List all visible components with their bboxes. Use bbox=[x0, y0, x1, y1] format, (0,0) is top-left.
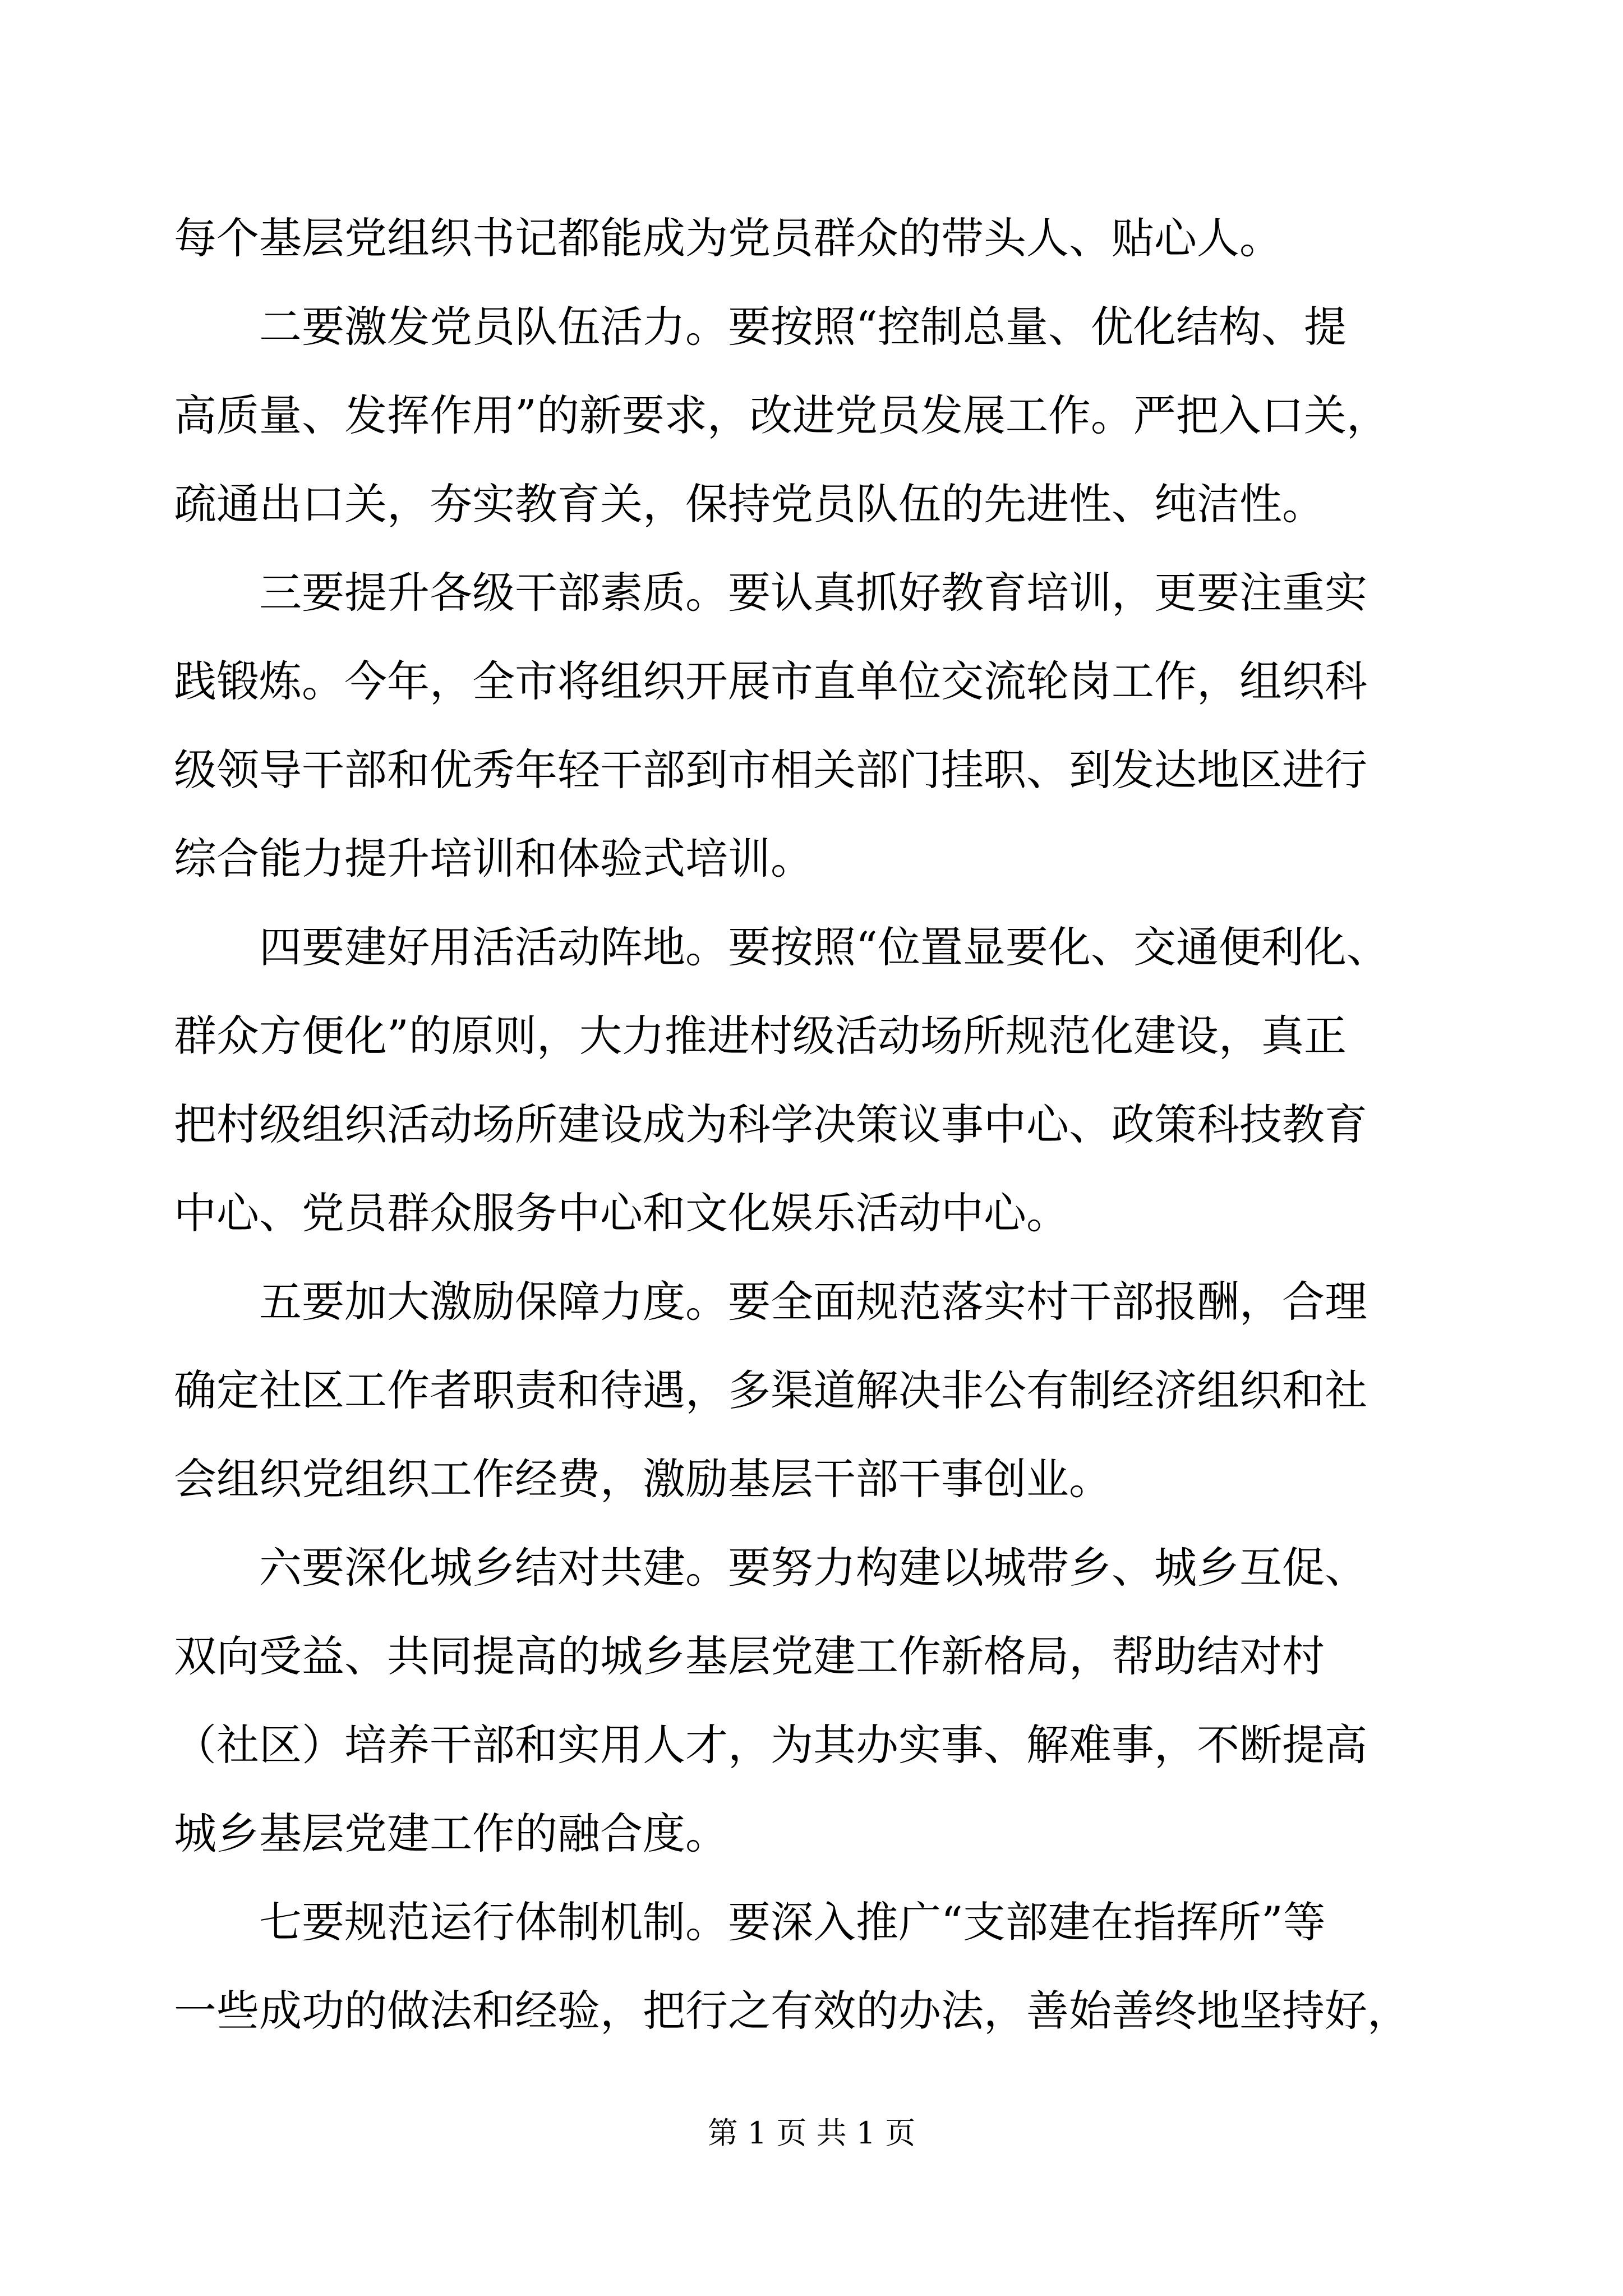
paragraph-first-line: 二要激发党员队伍活力。要按照“控制总量、优化结构、提 bbox=[259, 302, 1347, 352]
page-footer: 第 1 页 共 1 页 bbox=[707, 2115, 916, 2151]
text-line: 城乡基层党建工作的融合度。 bbox=[174, 1809, 728, 1858]
text-line: 疏通出口关，夯实教育关，保持党员队伍的先进性、纯洁性。 bbox=[174, 479, 1325, 529]
paragraph-first-line: 五要加大激励保障力度。要全面规范落实村干部报酬，合理 bbox=[259, 1277, 1367, 1327]
paragraph-first-line: 四要建好用活活动阵地。要按照“位置显要化、交通便利化、 bbox=[259, 922, 1389, 972]
text-line: 双向受益、共同提高的城乡基层党建工作新格局，帮助结对村 bbox=[174, 1631, 1325, 1681]
text-line: 综合能力提升培训和体验式培训。 bbox=[174, 834, 813, 884]
text-line: 中心、党员群众服务中心和文化娱乐活动中心。 bbox=[174, 1188, 1069, 1238]
text-line: 级领导干部和优秀年轻干部到市相关部门挂职、到发达地区进行 bbox=[174, 745, 1367, 795]
text-line: 每个基层党组织书记都能成为党员群众的带头人、贴心人。 bbox=[174, 213, 1282, 263]
paragraph-first-line: 七要规范运行体制机制。要深入推广“支部建在指挥所”等 bbox=[259, 1897, 1326, 1947]
text-line: 一些成功的做法和经验，把行之有效的办法，善始善终地坚持好， bbox=[174, 1986, 1410, 2036]
text-line: 会组织党组织工作经费，激励基层干部干事创业。 bbox=[174, 1454, 1112, 1504]
text-line: 践锻炼。今年，全市将组织开展市直单位交流轮岗工作，组织科 bbox=[174, 656, 1367, 706]
paragraph-first-line: 六要深化城乡结对共建。要努力构建以城带乡、城乡互促、 bbox=[259, 1543, 1367, 1593]
text-line: 把村级组织活动场所建设成为科学决策议事中心、政策科技教育 bbox=[174, 1099, 1367, 1149]
text-line: 群众方便化”的原则，大力推进村级活动场所规范化建设，真正 bbox=[174, 1011, 1347, 1061]
text-line: 高质量、发挥作用”的新要求，改进党员发展工作。严把入口关， bbox=[174, 390, 1389, 440]
paragraph-first-line: 三要提升各级干部素质。要认真抓好教育培训，更要注重实 bbox=[259, 568, 1367, 618]
text-line: 确定社区工作者职责和待遇，多渠道解决非公有制经济组织和社 bbox=[174, 1365, 1367, 1415]
text-line: （社区）培养干部和实用人才，为其办实事、解难事，不断提高 bbox=[174, 1720, 1367, 1770]
